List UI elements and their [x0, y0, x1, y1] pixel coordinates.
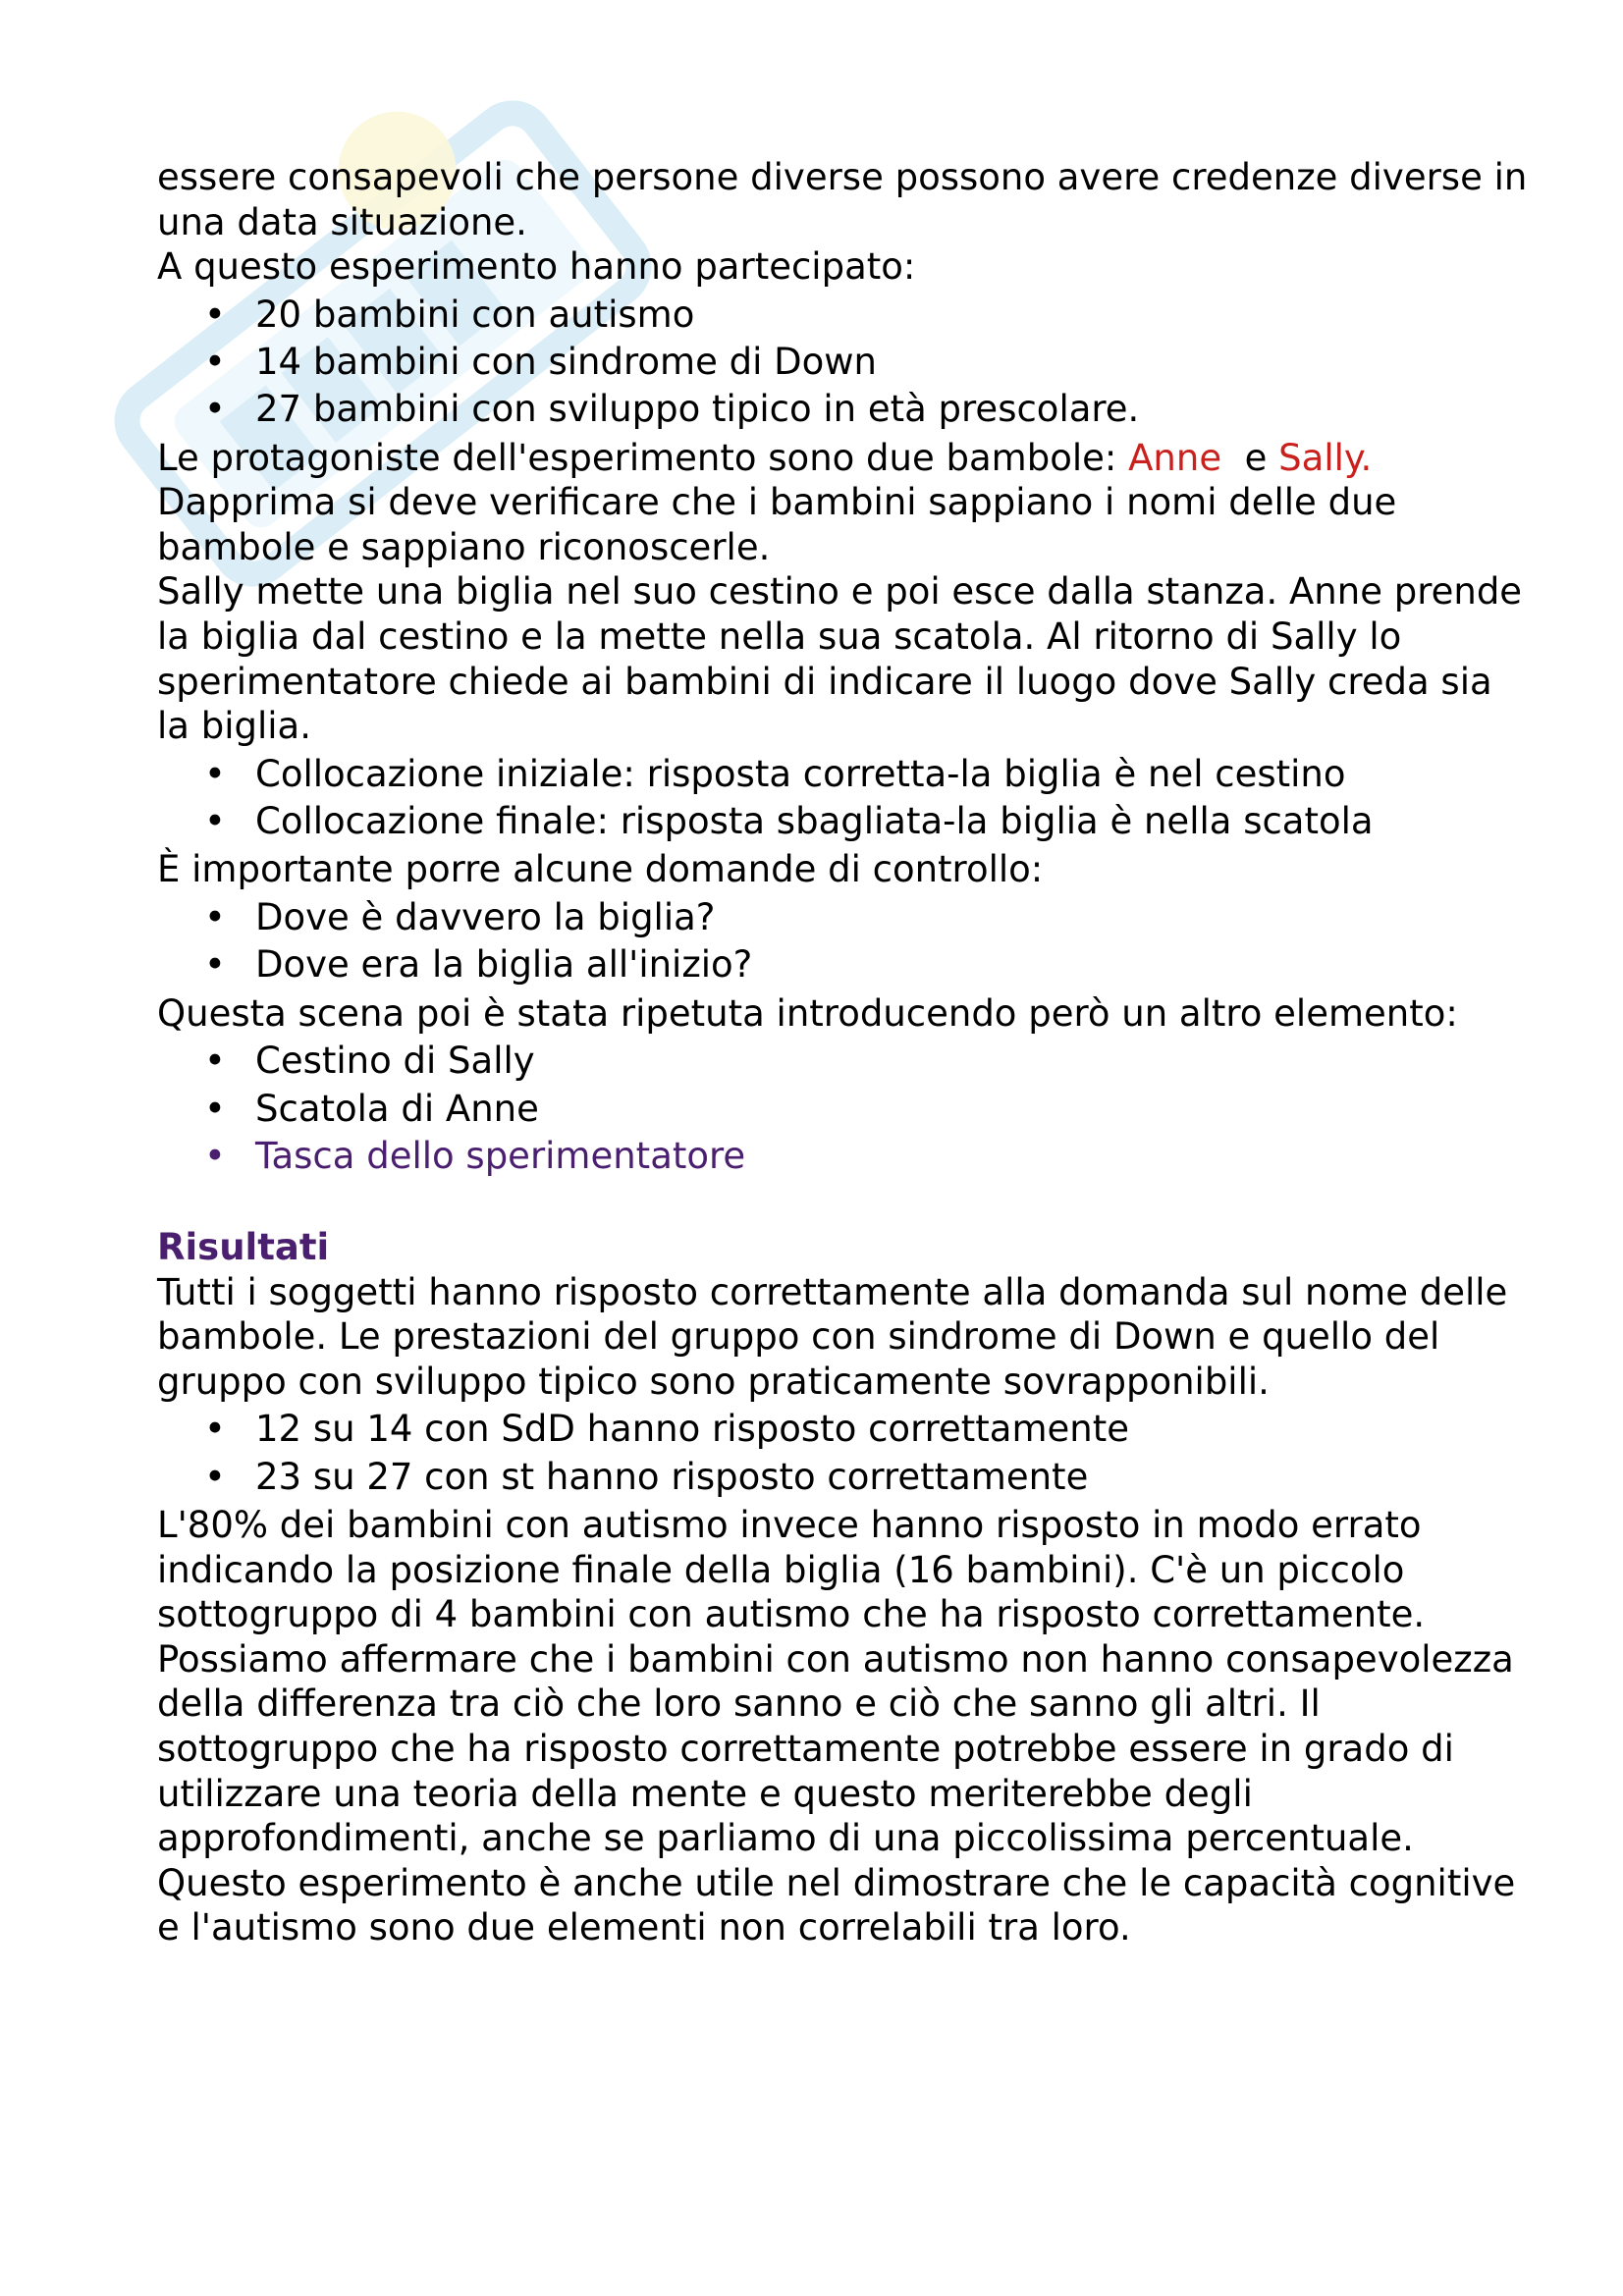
results-list [157, 1406, 1532, 1501]
bullet-icon: • [204, 1408, 226, 1451]
document-body [157, 155, 1532, 1950]
control-questions-list [157, 894, 1532, 989]
bullet-icon: • [204, 388, 226, 431]
protagonists-line: Le protagoniste dell'esperimento sono due bambole: Anne e Sally. [157, 436, 1373, 479]
results-heading: Risultati [157, 1226, 330, 1269]
list-item: • Collocazione iniziale: risposta corretta-la biglia è nel cestino [157, 751, 1532, 798]
results-paragraph-4: Questo esperimento è anche utile nel dimostrare che le capacità cognitive e l'autismo sono due elementi non correlabili tra loro. [157, 1861, 1516, 1949]
list-item: • Dove è davvero la biglia? [157, 894, 1532, 941]
procedure-story: Sally mette una biglia nel suo cestino e poi esce dalla stanza. Anne prende la biglia dal cestino e la mette nella sua scatola. Al ritorno di Sally lo sperimentatore chiede ai bambini di indicare il luogo dove Sally creda sia la biglia. [157, 570, 1523, 748]
list-item: • Collocazione finale: risposta sbagliata-la biglia è nella scatola [157, 798, 1532, 845]
results-paragraph-1: Tutti i soggetti hanno risposto correttamente alla domanda sul nome delle bambole. Le prestazioni del gruppo con sindrome di Down e quello del gruppo con sviluppo tipico sono praticamente sovrapponibili. [157, 1270, 1508, 1403]
bullet-icon: • [204, 800, 226, 843]
results-paragraph-2: L'80% dei bambini con autismo invece hanno risposto in modo errato indicando la posizione finale della biglia (16 bambini). C'è un piccolo sottogruppo di 4 bambini con autismo che ha risposto correttamente. [157, 1504, 1426, 1636]
list-item: • Cestino di Sally [157, 1038, 1532, 1085]
bullet-icon: • [204, 293, 226, 336]
control-intro: È importante porre alcune domande di controllo: [157, 848, 1044, 891]
intro-line-1: essere consapevoli che persone diverse possono avere credenze diverse in una data situazione. [157, 156, 1528, 243]
repeat-intro: Questa scena poi è stata ripetuta introducendo però un altro elemento: [157, 991, 1458, 1035]
procedure-verify: Dapprima si deve verificare che i bambini sappiano i nomi delle due bambole e sappiano riconoscerle. [157, 481, 1397, 568]
bullet-icon: • [204, 1040, 226, 1083]
list-item: • 23 su 27 con st hanno risposto correttamente [157, 1454, 1532, 1501]
bullet-icon: • [204, 1455, 226, 1498]
bullet-icon: • [204, 752, 226, 795]
results-paragraph-3: Possiamo affermare che i bambini con autismo non hanno consapevolezza della differenza tra ciò che loro sanno e ciò che sanno gli altri. Il sottogruppo che ha risposto correttamente potrebbe essere in grado di utilizzare una teoria della mente e questo meriterebbe degli approfondimenti, anche se parliamo di una piccolissima percentuale. [157, 1637, 1514, 1860]
bullet-icon: • [204, 1087, 226, 1130]
list-item: • 27 bambini con sviluppo tipico in età prescolare. [157, 386, 1532, 433]
bullet-icon: • [204, 943, 226, 987]
bullet-icon: • [204, 896, 226, 939]
repeat-items-list [157, 1038, 1532, 1180]
list-item: • 12 su 14 con SdD hanno risposto correttamente [157, 1406, 1532, 1453]
bullet-icon: • [204, 1134, 226, 1177]
list-item: • Dove era la biglia all'inizio? [157, 941, 1532, 988]
doll-name-sally: Sally. [1278, 436, 1373, 479]
doll-name-anne: Anne [1128, 436, 1222, 479]
participants-list [157, 292, 1532, 434]
bullet-icon: • [204, 341, 226, 384]
answers-list [157, 751, 1532, 846]
list-item-new-element: • Tasca dello sperimentatore [157, 1133, 1532, 1180]
intro-line-2: A questo esperimento hanno partecipato: [157, 245, 916, 289]
list-item: • 20 bambini con autismo [157, 292, 1532, 339]
list-item: • 14 bambini con sindrome di Down [157, 339, 1532, 386]
list-item: • Scatola di Anne [157, 1086, 1532, 1133]
